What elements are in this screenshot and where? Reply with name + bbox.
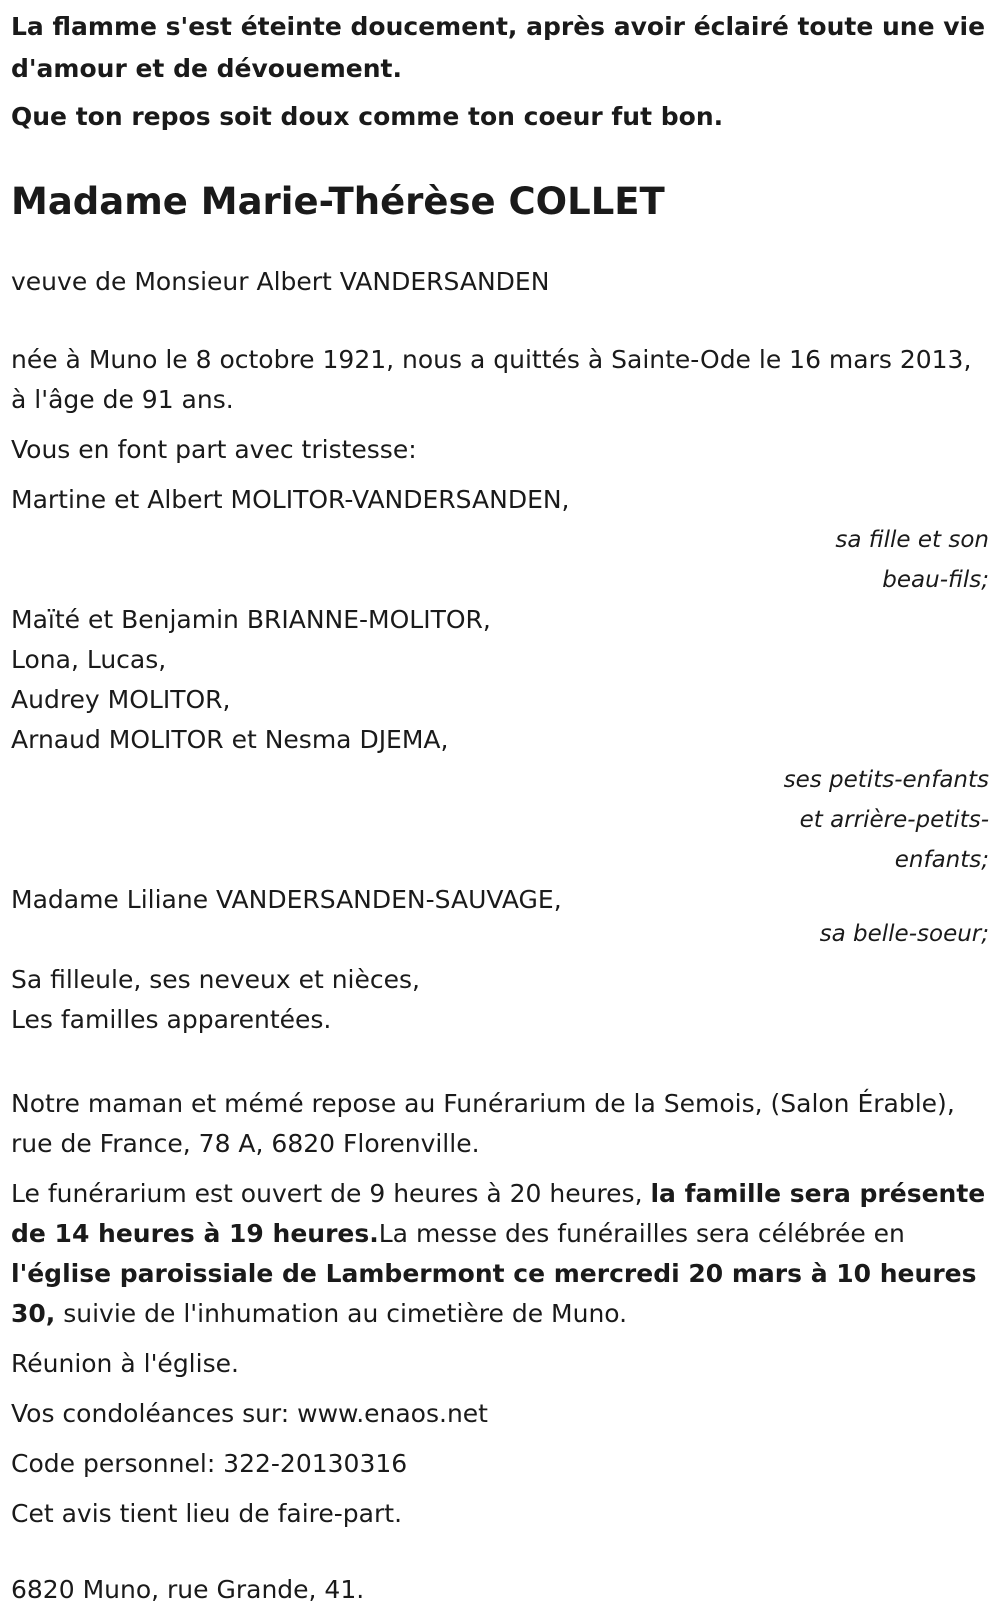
- deceased-name: Madame Marie-Thérèse COLLET: [11, 180, 665, 223]
- role-line: sa fille et son: [835, 527, 989, 553]
- meeting-info: Réunion à l'église.: [11, 1349, 239, 1378]
- ceremony-info: [11, 1174, 989, 1334]
- family-other-line: Sa filleule, ses neveux et nièces,: [11, 965, 420, 994]
- family-other-line: Les familles apparentées.: [11, 1005, 332, 1034]
- rest-location: Notre maman et mémé repose au Funérarium de la Semois, (Salon Érable), rue de France, 78 A, 6820 Florenville.: [11, 1089, 955, 1158]
- announce-intro: Vous en font part avec tristesse:: [11, 435, 417, 464]
- role-line: sa belle-soeur;: [819, 921, 989, 947]
- grandchild-name: Arnaud MOLITOR et Nesma DJEMA,: [11, 725, 449, 754]
- family-grandchildren-role: [11, 760, 989, 880]
- role-line: enfants;: [894, 847, 989, 873]
- epigraph-line-1: La flamme s'est éteinte doucement, après avoir éclairé toute une vie d'amour et de dévouement.: [11, 12, 986, 83]
- grandchild-name: Lona, Lucas,: [11, 645, 167, 674]
- ceremony-text: suivie de l'inhumation au cimetière de Muno.: [55, 1299, 628, 1328]
- ceremony-text: Le funérarium est ouvert de 9 heures à 20 heures,: [11, 1179, 651, 1208]
- family-daughter-names: Martine et Albert MOLITOR-VANDERSANDEN,: [11, 485, 570, 514]
- ceremony-text: La messe des funérailles sera célébrée en: [378, 1219, 905, 1248]
- family-grandchildren: [11, 600, 989, 760]
- ceremony-church-time: l'église paroissiale de Lambermont ce mercredi 20 mars à 10 heures 30,: [11, 1259, 977, 1328]
- family-address: 6820 Muno, rue Grande, 41.: [11, 1575, 365, 1604]
- condolences-info: Vos condoléances sur: www.enaos.net: [11, 1399, 488, 1428]
- family-daughter-role: [11, 520, 989, 600]
- ceremony-family-presence: la famille sera présente de 14 heures à 19 heures.: [11, 1179, 986, 1248]
- grandchild-name: Maïté et Benjamin BRIANNE-MOLITOR,: [11, 605, 491, 634]
- family-others: [11, 960, 989, 1040]
- role-line: ses petits-enfants: [783, 767, 989, 793]
- birth-death-info: née à Muno le 8 octobre 1921, nous a quittés à Sainte-Ode le 16 mars 2013, à l'âge de 91 ans.: [11, 345, 972, 414]
- grandchild-name: Audrey MOLITOR,: [11, 685, 231, 714]
- widow-of: veuve de Monsieur Albert VANDERSANDEN: [11, 267, 550, 296]
- role-line: et arrière-petits-: [799, 807, 989, 833]
- role-line: beau-fils;: [882, 567, 989, 593]
- family-sister-in-law-names: Madame Liliane VANDERSANDEN-SAUVAGE,: [11, 885, 562, 914]
- epigraph-line-2: Que ton repos soit doux comme ton coeur fut bon.: [11, 102, 724, 131]
- personal-code: Code personnel: 322-20130316: [11, 1449, 408, 1478]
- notice-statement: Cet avis tient lieu de faire-part.: [11, 1499, 403, 1528]
- family-sister-in-law-role: [11, 914, 989, 954]
